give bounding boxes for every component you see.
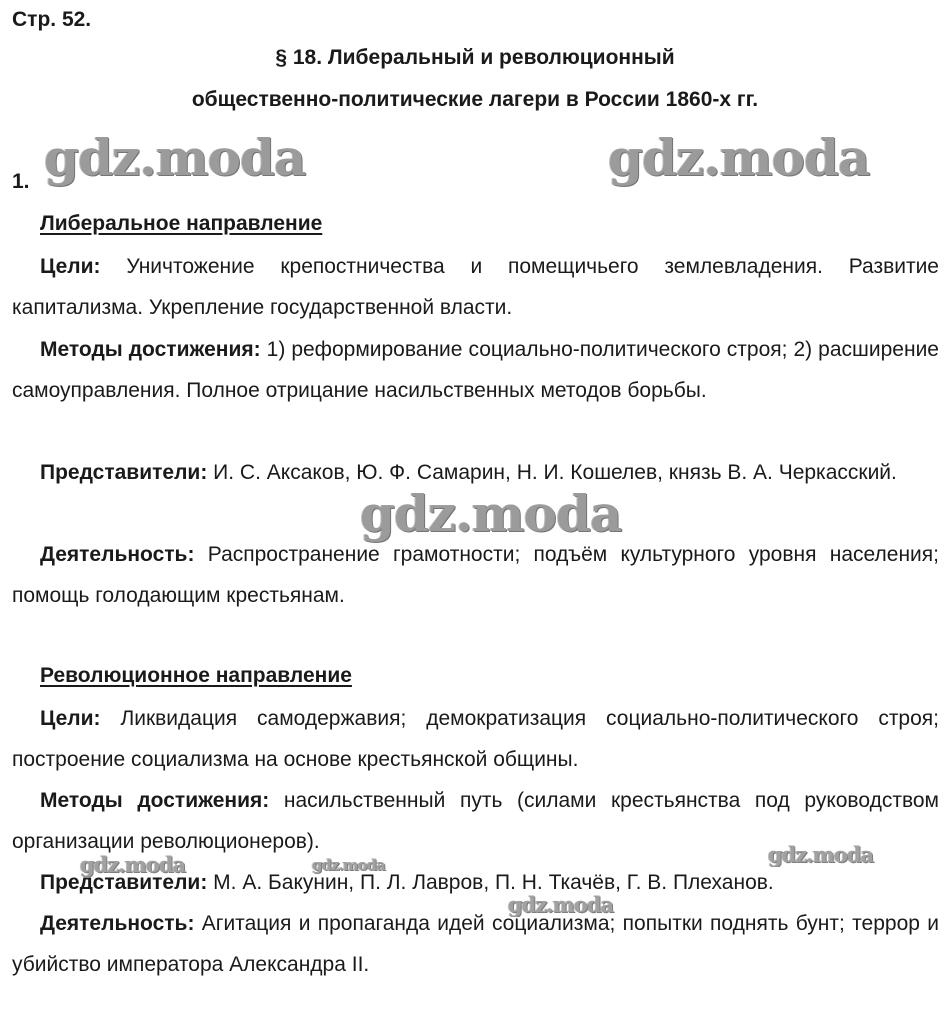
watermark-logo: gdz.moda <box>768 842 874 867</box>
section-title-line2: общественно-политические лагери в России 1860-х гг. <box>191 88 759 111</box>
methods-label: Методы достижения: <box>40 338 261 361</box>
liberal-activity <box>12 534 939 616</box>
watermark-logo: gdz.moda <box>312 856 385 874</box>
liberal-goals <box>12 246 939 328</box>
representatives-label: Представители: <box>40 461 208 484</box>
revolutionary-representatives <box>12 862 939 903</box>
page-label: Стр. 52. <box>12 8 92 31</box>
activity-text: Распространение грамотности; подъём культурного уровня населения; помощь голодающим крестьянам. <box>12 543 939 607</box>
task-number: 1. <box>12 170 30 193</box>
revolutionary-methods <box>12 780 939 862</box>
watermark-logo: gdz.moda <box>608 128 870 187</box>
activity-text: Агитация и пропаганда идей социализма; попытки поднять бунт; террор и убийство императора Александра II. <box>12 912 939 976</box>
representatives-label: Представители: <box>40 871 208 894</box>
representatives-text: М. А. Бакунин, П. Л. Лавров, П. Н. Ткачёв, Г. В. Плеханов. <box>207 871 774 894</box>
methods-text: 1) реформирование социально-политического строя; 2) расширение самоуправления. Полное отрицание насильственных методов борьбы. <box>12 338 939 402</box>
watermark-logo: gdz.moda <box>80 852 186 877</box>
goals-label: Цели: <box>40 707 101 730</box>
activity-label: Деятельность: <box>40 912 195 935</box>
goals-text: Уничтожение крепостничества и помещичьего землевладения. Развитие капитализма. Укрепление государственной власти. <box>12 255 939 319</box>
revolutionary-heading: Революционное направление <box>40 664 352 687</box>
representatives-text: И. С. Аксаков, Ю. Ф. Самарин, Н. И. Кошелев, князь В. А. Черкасский. <box>207 461 897 484</box>
liberal-methods <box>12 329 939 411</box>
methods-text: насильственный путь (силами крестьянства под руководством организации революционеров). <box>12 789 939 853</box>
methods-label: Методы достижения: <box>40 789 270 812</box>
section-title-line1: § 18. Либеральный и революционный <box>275 46 675 69</box>
liberal-representatives <box>12 452 939 493</box>
revolutionary-activity <box>12 903 939 985</box>
watermark-logo: gdz.moda <box>44 128 306 187</box>
goals-label: Цели: <box>40 255 101 278</box>
revolutionary-goals <box>12 698 939 780</box>
watermark-logo: gdz.moda <box>360 484 622 543</box>
watermark-logo: gdz.moda <box>508 892 614 917</box>
liberal-heading: Либеральное направление <box>40 212 323 235</box>
activity-label: Деятельность: <box>40 543 195 566</box>
goals-text: Ликвидация самодержавия; демократизация социально-политического строя; построение социализма на основе крестьянской общины. <box>12 707 939 771</box>
